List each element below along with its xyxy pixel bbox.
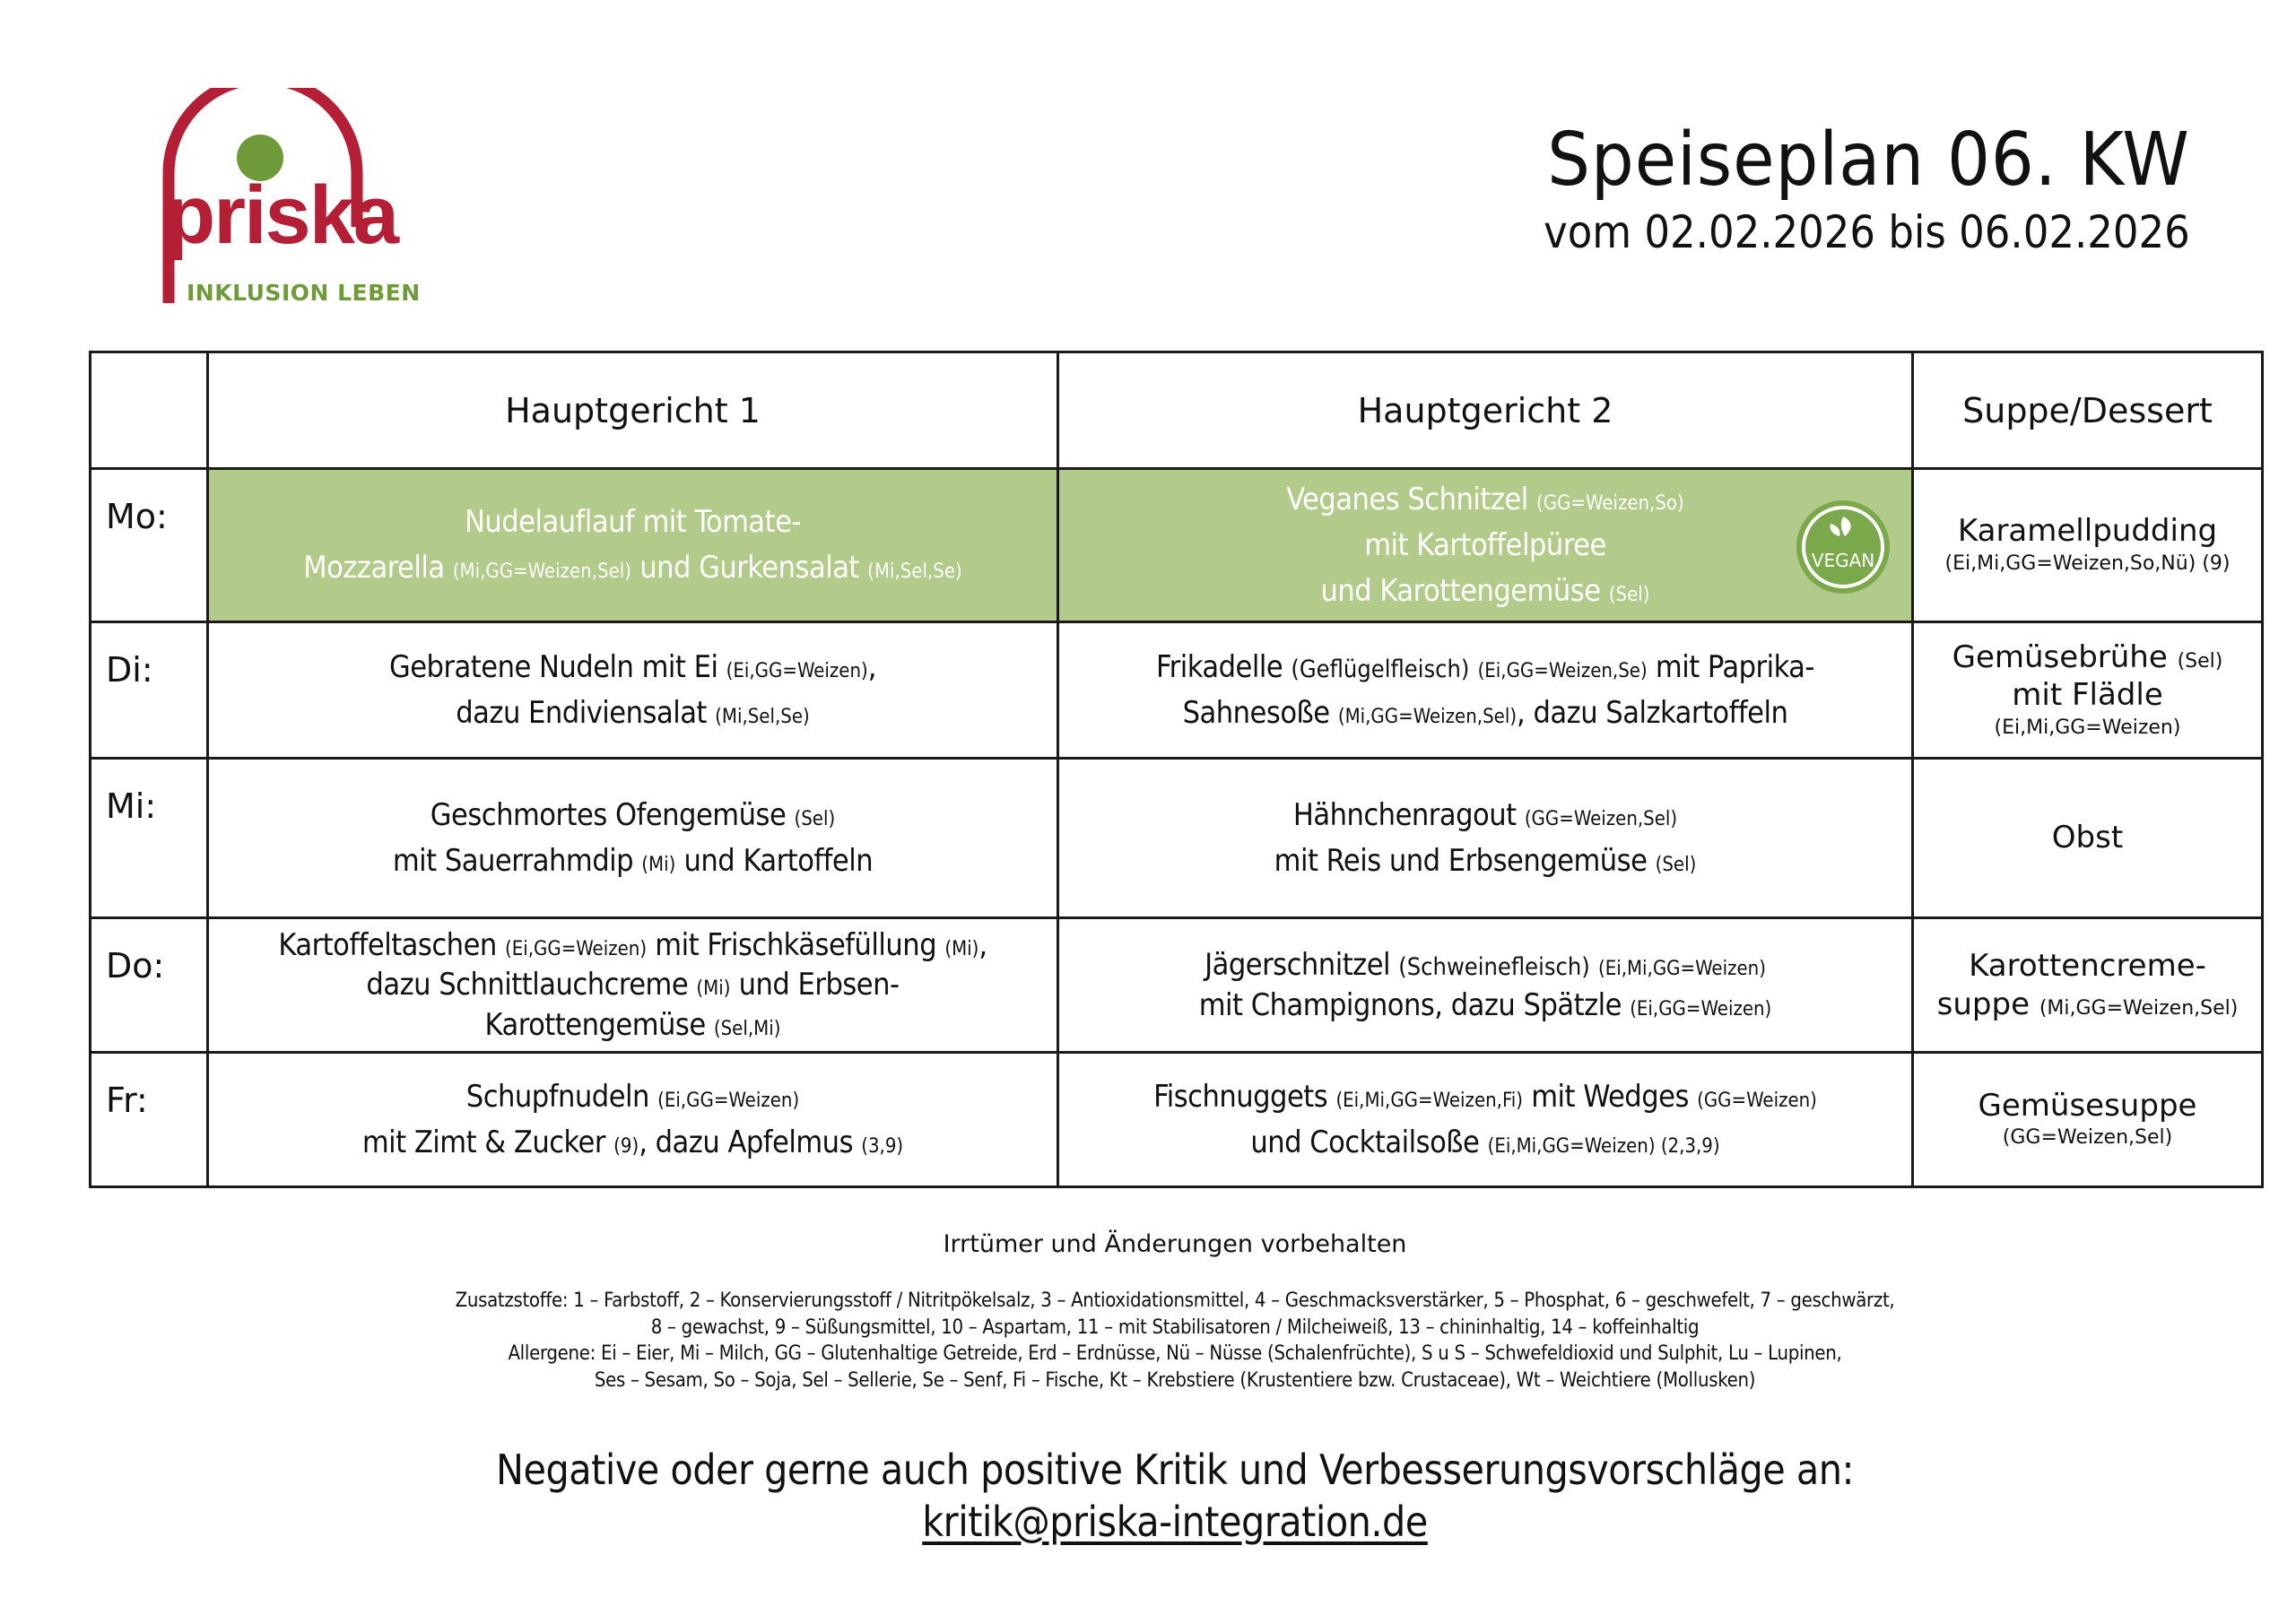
dish-text: Geschmortes Ofengemüse — [430, 796, 795, 833]
dish-main-1 — [208, 622, 1058, 759]
dish-text: mit Wedges — [1522, 1078, 1698, 1115]
allergen-codes: (Schweinefleisch) — [1398, 953, 1590, 982]
allergen-codes: (Sel,Mi) — [713, 1017, 781, 1040]
date-range: vom 02.02.2026 bis 06.02.2026 — [1544, 206, 2190, 258]
allergen-codes: (Ei,GG=Weizen) — [726, 659, 868, 682]
allergen-codes: (Ei,Mi,GG=Weizen,Fi) — [1335, 1089, 1523, 1112]
dish-text — [1590, 947, 1598, 983]
soup-dessert-allergens: (Ei,Mi,GG=Weizen) — [1994, 716, 2181, 739]
dish-text: und Erbsen- — [730, 967, 900, 1003]
soup-dessert-name: Karamellpudding — [1957, 513, 2218, 550]
dish-text: Gebratene Nudeln mit Ei — [389, 648, 726, 685]
vegan-badge-icon — [1793, 497, 1893, 597]
dish-text — [1469, 649, 1477, 685]
dish-main-2 — [1058, 469, 1913, 622]
column-header-day — [91, 352, 208, 469]
table-row-wednesday — [91, 759, 2263, 918]
allergen-codes: (Sel) — [794, 807, 836, 830]
table-row-friday — [91, 1053, 2263, 1187]
soup-dessert-cell — [1913, 622, 2263, 759]
dish-text: mit Reis und Erbsengemüse — [1274, 842, 1656, 879]
table-header-row — [91, 352, 2263, 469]
allergen-codes: (Mi,GG=Weizen,Sel) — [452, 560, 631, 583]
dish-main-1 — [208, 759, 1058, 918]
feedback-section — [0, 1444, 2296, 1548]
vegan-badge-label: VEGAN — [1811, 550, 1875, 571]
soup-dessert-cell — [1913, 918, 2263, 1053]
allergen-codes: (Ei,GG=Weizen) — [1630, 997, 1772, 1020]
soup-dessert-allergens: (Ei,Mi,GG=Weizen,So,Nü) (9) — [1944, 551, 2231, 575]
dish-line — [1068, 569, 1902, 614]
dish-main-1 — [208, 469, 1058, 622]
dish-main-2 — [1058, 918, 1913, 1053]
allergen-codes: (Ei,Mi,GG=Weizen) — [1597, 958, 1766, 981]
allergen-codes: (GG=Weizen) — [1697, 1089, 1817, 1112]
dish-line — [218, 925, 1048, 965]
legend-line: Allergene: Ei – Eier, Mi – Milch, GG – Glutenhaltige Getreide, Erd – Erdnüsse, Nü – Nüsse (Schalenfrüchte), S u S – Schwefeldioxid und Sulphit, Lu – Lupinen, — [508, 1342, 1842, 1365]
allergen-codes: (Mi,Sel,Se) — [867, 560, 962, 583]
page-title: Speiseplan 06. KW — [1547, 117, 2190, 203]
additives-allergens-legend — [0, 1288, 2296, 1394]
dish-line — [1068, 477, 1902, 523]
day-label: Mi: — [91, 759, 208, 918]
dish-text: mit Kartoffelpüree — [1364, 526, 1606, 563]
dish-text: mit Paprika- — [1647, 648, 1814, 685]
dish-main-2 — [1058, 622, 1913, 759]
dish-text: Hähnchenragout — [1292, 796, 1525, 833]
logo-wordmark: priska — [165, 169, 398, 261]
allergen-codes: (Sel) — [1608, 583, 1650, 606]
feedback-text: Negative oder gerne auch positive Kritik und Verbesserungsvorschläge an: — [496, 1446, 1854, 1494]
dish-text: Veganes Schnitzel — [1286, 481, 1536, 517]
dish-text: Fischnuggets — [1153, 1078, 1336, 1115]
table-row-thursday — [91, 918, 2263, 1053]
soup-dessert-name: Gemüsesuppe — [1978, 1087, 2197, 1124]
dish-main-1 — [208, 918, 1058, 1053]
dish-text: Kartoffeltaschen — [278, 927, 505, 964]
table-row-monday — [91, 469, 2263, 622]
dish-text: , dazu Apfelmus — [639, 1124, 862, 1160]
day-label: Fr: — [91, 1053, 208, 1187]
dish-line — [1068, 1074, 1902, 1120]
dish-text: Mozzarella — [303, 550, 453, 586]
soup-dessert-name-2: mit Flädle — [2012, 677, 2163, 714]
allergen-codes: (GG=Weizen,Sel) — [1524, 807, 1678, 830]
soup-dessert-cell — [1913, 1053, 2263, 1187]
column-header-soup-dessert: Suppe/Dessert — [1913, 352, 2263, 469]
allergen-codes: (Sel) — [1655, 853, 1697, 876]
disclaimer-notice: Irrtümer und Änderungen vorbehalten — [943, 1230, 1407, 1258]
header — [1472, 117, 2190, 258]
dish-text: , dazu Salzkartoffeln — [1517, 694, 1788, 731]
allergen-codes: (Ei,Mi,GG=Weizen) (2,3,9) — [1487, 1134, 1720, 1158]
soup-dessert-name: Gemüsebrühe (Sel) — [1952, 638, 2223, 675]
dish-line — [1068, 986, 1902, 1025]
dish-text: , — [978, 927, 987, 964]
dish-text: Schupfnudeln — [465, 1078, 658, 1115]
allergen-codes: (Mi) — [944, 938, 979, 961]
dish-text: , — [867, 648, 876, 685]
dish-main-2 — [1058, 759, 1913, 918]
dish-line — [1068, 945, 1902, 985]
dish-line — [218, 1005, 1048, 1045]
soup-dessert-allergens: (GG=Weizen,Sel) — [2002, 1126, 2173, 1150]
dish-line — [1068, 793, 1902, 838]
dish-text: dazu Schnittlauchcreme — [366, 967, 697, 1003]
dish-main-1 — [208, 1053, 1058, 1187]
day-label: Di: — [91, 622, 208, 759]
dish-line — [218, 645, 1048, 690]
allergen-codes: (9) — [613, 1134, 639, 1158]
dish-line — [1068, 523, 1902, 569]
allergen-codes: (Mi) — [641, 853, 676, 876]
allergen-codes: (Mi) — [696, 977, 731, 1001]
allergen-codes: (Ei,GG=Weizen) — [505, 938, 648, 961]
soup-dessert-cell — [1913, 469, 2263, 622]
dish-text: Karottengemüse — [484, 1006, 714, 1043]
day-label: Do: — [91, 918, 208, 1053]
legend-line: Zusatzstoffe: 1 – Farbstoff, 2 – Konservierungsstoff / Nitritpökelsalz, 3 – Antioxidationsmittel, 4 – Geschmacksverstärker, 5 – Phosphat, 6 – geschwefelt, 7 – geschwärzt, — [455, 1290, 1895, 1312]
table-row-tuesday — [91, 622, 2263, 759]
allergen-codes: (Ei,GG=Weizen) — [657, 1089, 800, 1112]
dish-text: Frikadelle — [1156, 648, 1292, 685]
legend-line: Ses – Sesam, So – Soja, Sel – Sellerie, Se – Senf, Fi – Fische, Kt – Krebstiere (Krustentiere bzw. Crustaceae), Wt – Weichtiere (Mollusken) — [594, 1368, 1756, 1392]
feedback-email-link[interactable]: kritik@priska-integration.de — [922, 1498, 1428, 1546]
allergen-codes: (GG=Weizen,So) — [1535, 491, 1684, 515]
dish-line — [1068, 1120, 1902, 1166]
dish-main-2 — [1058, 1053, 1913, 1187]
allergen-codes: (Ei,GG=Weizen,Se) — [1477, 659, 1648, 682]
soup-dessert-cell — [1913, 759, 2263, 918]
allergen-codes: (Mi,GG=Weizen,Sel) — [1337, 705, 1518, 728]
dish-line — [1068, 838, 1902, 884]
day-label: Mo: — [91, 469, 208, 622]
dish-line — [218, 838, 1048, 884]
dish-line — [218, 965, 1048, 1004]
allergen-codes: (3,9) — [861, 1134, 904, 1158]
dish-line — [1068, 645, 1902, 690]
dish-text: dazu Endiviensalat — [456, 694, 716, 731]
dish-line — [1068, 690, 1902, 736]
soup-dessert-name: Obst — [2051, 820, 2124, 856]
priska-logo — [160, 88, 429, 312]
logo-tagline: INKLUSION LEBEN — [187, 280, 421, 306]
dish-text: und Cocktailsoße — [1250, 1124, 1488, 1160]
dish-text: mit Sauerrahmdip — [392, 842, 642, 879]
dish-line — [218, 1074, 1048, 1120]
menu-table — [89, 351, 2264, 1188]
dish-text: und Gurkensalat — [631, 550, 868, 586]
dish-text: und Karottengemüse — [1320, 572, 1609, 609]
dish-text: mit Champignons, dazu Spätzle — [1198, 986, 1631, 1023]
column-header-main-2: Hauptgericht 2 — [1058, 352, 1913, 469]
dish-text: und Kartoffeln — [675, 842, 874, 879]
column-header-main-1: Hauptgericht 1 — [208, 352, 1058, 469]
soup-dessert-name-2: suppe (Mi,GG=Weizen,Sel) — [1936, 986, 2239, 1022]
dish-line — [218, 499, 1048, 545]
dish-text: Jägerschnitzel — [1205, 947, 1399, 984]
dish-text: Nudelauflauf mit Tomate- — [464, 504, 801, 540]
legend-line: 8 – gewachst, 9 – Süßungsmittel, 10 – Aspartam, 11 – mit Stabilisatoren / Milcheiweiß, 13 – chininhaltig, 14 – koffeinhaltig — [650, 1316, 1700, 1339]
dish-line — [218, 793, 1048, 838]
dish-line — [218, 1120, 1048, 1166]
soup-dessert-name: Karottencreme- — [1969, 948, 2206, 984]
dish-text: Sahnesoße — [1182, 694, 1338, 731]
allergen-codes: (Geflügelfleisch) — [1291, 655, 1470, 683]
dish-line — [218, 545, 1048, 591]
allergen-codes: (Mi,Sel,Se) — [715, 705, 810, 728]
dish-line — [218, 690, 1048, 736]
dish-text: mit Zimt & Zucker — [361, 1124, 614, 1160]
dish-text: mit Frischkäsefüllung — [647, 927, 945, 964]
